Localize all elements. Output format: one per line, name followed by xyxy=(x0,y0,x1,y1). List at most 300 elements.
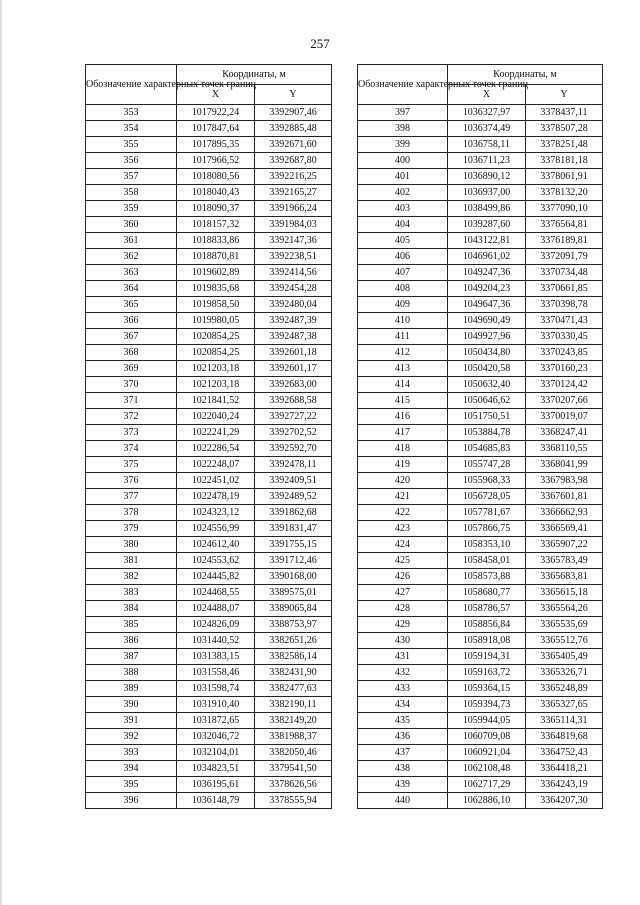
coord-y: 3378181,18 xyxy=(526,153,603,169)
coord-y: 3364243,19 xyxy=(526,777,603,793)
table-row xyxy=(358,345,603,361)
coord-y: 3391831,47 xyxy=(255,521,332,537)
table-row xyxy=(358,329,603,345)
coord-y: 3392727,22 xyxy=(255,409,332,425)
table-body xyxy=(86,105,332,809)
coord-x: 1020854,25 xyxy=(177,329,255,345)
coord-x: 1049927,96 xyxy=(448,329,526,345)
point-id: 431 xyxy=(358,649,448,665)
point-id: 383 xyxy=(86,585,177,601)
coord-y: 3365783,49 xyxy=(526,553,603,569)
table-row xyxy=(86,761,332,777)
point-id: 439 xyxy=(358,777,448,793)
point-id: 418 xyxy=(358,441,448,457)
coord-x: 1057866,75 xyxy=(448,521,526,537)
coord-x: 1017922,24 xyxy=(177,105,255,121)
coord-x: 1017847,64 xyxy=(177,121,255,137)
coord-y: 3370124,42 xyxy=(526,377,603,393)
table-row xyxy=(86,441,332,457)
table-row xyxy=(86,137,332,153)
point-id: 401 xyxy=(358,169,448,185)
coord-y: 3391966,24 xyxy=(255,201,332,217)
table-row xyxy=(358,457,603,473)
table-row xyxy=(86,105,332,121)
point-id: 379 xyxy=(86,521,177,537)
coord-x: 1043122,81 xyxy=(448,233,526,249)
point-id: 424 xyxy=(358,537,448,553)
coord-x: 1031440,52 xyxy=(177,633,255,649)
table-row xyxy=(86,585,332,601)
table-row xyxy=(358,585,603,601)
coord-y: 3382190,11 xyxy=(255,697,332,713)
coord-x: 1054685,83 xyxy=(448,441,526,457)
table-row xyxy=(86,393,332,409)
point-id: 396 xyxy=(86,793,177,809)
point-id: 391 xyxy=(86,713,177,729)
coord-y: 3392592,70 xyxy=(255,441,332,457)
coord-x: 1032046,72 xyxy=(177,729,255,745)
coord-x: 1018870,81 xyxy=(177,249,255,265)
coord-x: 1024612,40 xyxy=(177,537,255,553)
table-row xyxy=(86,633,332,649)
coord-y: 3365535,69 xyxy=(526,617,603,633)
point-id: 440 xyxy=(358,793,448,809)
point-id: 363 xyxy=(86,265,177,281)
table-row xyxy=(358,409,603,425)
table-row xyxy=(358,297,603,313)
coord-x: 1018080,56 xyxy=(177,169,255,185)
point-id: 432 xyxy=(358,665,448,681)
point-id: 371 xyxy=(86,393,177,409)
coord-x: 1060709,08 xyxy=(448,729,526,745)
point-id: 408 xyxy=(358,281,448,297)
coord-y: 3388753,97 xyxy=(255,617,332,633)
table-row xyxy=(86,665,332,681)
point-id: 359 xyxy=(86,201,177,217)
coord-y: 3365114,31 xyxy=(526,713,603,729)
coord-y: 3392487,38 xyxy=(255,329,332,345)
coord-y: 3392671,60 xyxy=(255,137,332,153)
point-id: 419 xyxy=(358,457,448,473)
coord-y: 3365564,26 xyxy=(526,601,603,617)
coord-y: 3365683,81 xyxy=(526,569,603,585)
coord-y: 3370661,85 xyxy=(526,281,603,297)
coord-y: 3365326,71 xyxy=(526,665,603,681)
table-row xyxy=(86,553,332,569)
point-id: 415 xyxy=(358,393,448,409)
coord-y: 3364819,68 xyxy=(526,729,603,745)
point-id: 416 xyxy=(358,409,448,425)
point-id: 425 xyxy=(358,553,448,569)
coord-x: 1060921,04 xyxy=(448,745,526,761)
point-id: 395 xyxy=(86,777,177,793)
coord-x: 1039287,60 xyxy=(448,217,526,233)
page-number: 257 xyxy=(310,36,330,51)
coord-y: 3376564,81 xyxy=(526,217,603,233)
coord-x: 1024826,09 xyxy=(177,617,255,633)
point-id: 389 xyxy=(86,681,177,697)
header-group: Координаты, м xyxy=(177,65,332,85)
coord-y: 3392601,17 xyxy=(255,361,332,377)
coord-y: 3372091,79 xyxy=(526,249,603,265)
coord-y: 3378061,91 xyxy=(526,169,603,185)
point-id: 428 xyxy=(358,601,448,617)
point-id: 386 xyxy=(86,633,177,649)
coord-x: 1018157,32 xyxy=(177,217,255,233)
point-id: 434 xyxy=(358,697,448,713)
coord-y: 3364207,30 xyxy=(526,793,603,809)
coord-x: 1050632,40 xyxy=(448,377,526,393)
coord-y: 3390168,00 xyxy=(255,569,332,585)
coord-x: 1049204,23 xyxy=(448,281,526,297)
header-group: Координаты, м xyxy=(448,65,603,85)
coord-y: 3392480,04 xyxy=(255,297,332,313)
coord-x: 1024488,07 xyxy=(177,601,255,617)
point-id: 412 xyxy=(358,345,448,361)
coord-y: 3368041,99 xyxy=(526,457,603,473)
point-id: 411 xyxy=(358,329,448,345)
table-row xyxy=(86,569,332,585)
point-id: 381 xyxy=(86,553,177,569)
coord-x: 1021203,18 xyxy=(177,377,255,393)
coord-y: 3379541,50 xyxy=(255,761,332,777)
coord-y: 3368247,41 xyxy=(526,425,603,441)
table-row xyxy=(86,249,332,265)
point-id: 410 xyxy=(358,313,448,329)
table-row xyxy=(86,217,332,233)
coord-x: 1058918,08 xyxy=(448,633,526,649)
coord-y: 3378626,56 xyxy=(255,777,332,793)
coord-y: 3381988,37 xyxy=(255,729,332,745)
table-row xyxy=(86,777,332,793)
coord-x: 1019835,68 xyxy=(177,281,255,297)
coord-y: 3370243,85 xyxy=(526,345,603,361)
coord-x: 1018090,37 xyxy=(177,201,255,217)
point-id: 430 xyxy=(358,633,448,649)
table-row xyxy=(358,745,603,761)
coord-y: 3382431,90 xyxy=(255,665,332,681)
point-id: 367 xyxy=(86,329,177,345)
coord-x: 1058353,10 xyxy=(448,537,526,553)
point-id: 385 xyxy=(86,617,177,633)
coord-y: 3392165,27 xyxy=(255,185,332,201)
header-y: Y xyxy=(255,85,332,105)
coord-x: 1050420,58 xyxy=(448,361,526,377)
point-id: 407 xyxy=(358,265,448,281)
point-id: 414 xyxy=(358,377,448,393)
coord-x: 1062886,10 xyxy=(448,793,526,809)
table-row xyxy=(358,553,603,569)
point-id: 354 xyxy=(86,121,177,137)
table-row xyxy=(358,729,603,745)
coord-y: 3392414,56 xyxy=(255,265,332,281)
table-row xyxy=(358,681,603,697)
coord-x: 1036711,23 xyxy=(448,153,526,169)
coord-x: 1019602,89 xyxy=(177,265,255,281)
coord-x: 1018833,86 xyxy=(177,233,255,249)
coord-x: 1050434,80 xyxy=(448,345,526,361)
coord-y: 3392907,46 xyxy=(255,105,332,121)
coord-x: 1024323,12 xyxy=(177,505,255,521)
coord-y: 3364418,21 xyxy=(526,761,603,777)
coord-y: 3392147,36 xyxy=(255,233,332,249)
point-id: 406 xyxy=(358,249,448,265)
header-x: X xyxy=(448,85,526,105)
coord-x: 1050646,62 xyxy=(448,393,526,409)
table-row xyxy=(358,265,603,281)
coord-y: 3392489,52 xyxy=(255,489,332,505)
coord-x: 1049647,36 xyxy=(448,297,526,313)
table-row xyxy=(358,153,603,169)
coord-x: 1056728,05 xyxy=(448,489,526,505)
point-id: 421 xyxy=(358,489,448,505)
coord-x: 1021203,18 xyxy=(177,361,255,377)
coord-y: 3382651,26 xyxy=(255,633,332,649)
coord-x: 1022040,24 xyxy=(177,409,255,425)
table-row xyxy=(358,761,603,777)
coord-y: 3392409,51 xyxy=(255,473,332,489)
coord-x: 1036937,00 xyxy=(448,185,526,201)
table-row xyxy=(358,313,603,329)
table-row xyxy=(86,377,332,393)
coord-x: 1058856,84 xyxy=(448,617,526,633)
coord-y: 3370160,23 xyxy=(526,361,603,377)
coord-y: 3370734,48 xyxy=(526,265,603,281)
table-row xyxy=(358,121,603,137)
point-id: 392 xyxy=(86,729,177,745)
coord-x: 1036148,79 xyxy=(177,793,255,809)
table-row xyxy=(86,201,332,217)
point-id: 400 xyxy=(358,153,448,169)
coord-x: 1024468,55 xyxy=(177,585,255,601)
table-row xyxy=(358,281,603,297)
coord-x: 1059394,73 xyxy=(448,697,526,713)
point-id: 403 xyxy=(358,201,448,217)
coord-y: 3392216,25 xyxy=(255,169,332,185)
point-id: 366 xyxy=(86,313,177,329)
coord-y: 3391862,68 xyxy=(255,505,332,521)
coord-y: 3365907,22 xyxy=(526,537,603,553)
table-row xyxy=(358,105,603,121)
table-row xyxy=(86,345,332,361)
table-row xyxy=(86,281,332,297)
coord-y: 3392601,18 xyxy=(255,345,332,361)
header-label: Обозначение характерных точек границ xyxy=(86,65,177,105)
coord-x: 1059364,15 xyxy=(448,681,526,697)
coordinates-table-left xyxy=(85,64,332,809)
table-row xyxy=(86,457,332,473)
coord-y: 3370471,43 xyxy=(526,313,603,329)
scan-edge xyxy=(0,0,3,905)
coord-x: 1019980,05 xyxy=(177,313,255,329)
point-id: 372 xyxy=(86,409,177,425)
coord-y: 3378437,11 xyxy=(526,105,603,121)
table-row xyxy=(86,745,332,761)
coord-x: 1062108,48 xyxy=(448,761,526,777)
table-row xyxy=(358,649,603,665)
coord-y: 3392688,58 xyxy=(255,393,332,409)
point-id: 360 xyxy=(86,217,177,233)
point-id: 420 xyxy=(358,473,448,489)
coord-y: 3367601,81 xyxy=(526,489,603,505)
table-row xyxy=(86,153,332,169)
point-id: 437 xyxy=(358,745,448,761)
table-row xyxy=(86,489,332,505)
table-row xyxy=(358,137,603,153)
table-row xyxy=(86,537,332,553)
coord-x: 1024445,82 xyxy=(177,569,255,585)
coord-y: 3378251,48 xyxy=(526,137,603,153)
coord-x: 1036195,61 xyxy=(177,777,255,793)
table-row xyxy=(86,329,332,345)
coord-x: 1053884,78 xyxy=(448,425,526,441)
point-id: 427 xyxy=(358,585,448,601)
table-row xyxy=(86,697,332,713)
table-row xyxy=(358,777,603,793)
coord-x: 1058680,77 xyxy=(448,585,526,601)
coord-x: 1018040,43 xyxy=(177,185,255,201)
point-id: 390 xyxy=(86,697,177,713)
point-id: 387 xyxy=(86,649,177,665)
coord-y: 3382050,46 xyxy=(255,745,332,761)
point-id: 423 xyxy=(358,521,448,537)
point-id: 405 xyxy=(358,233,448,249)
point-id: 426 xyxy=(358,569,448,585)
header-y: Y xyxy=(526,85,603,105)
coord-x: 1024553,62 xyxy=(177,553,255,569)
coord-x: 1022248,07 xyxy=(177,457,255,473)
point-id: 356 xyxy=(86,153,177,169)
coord-x: 1031383,15 xyxy=(177,649,255,665)
table-row xyxy=(86,409,332,425)
table-row xyxy=(86,793,332,809)
table-row xyxy=(86,505,332,521)
table-row xyxy=(358,377,603,393)
point-id: 364 xyxy=(86,281,177,297)
table-row xyxy=(358,425,603,441)
point-id: 369 xyxy=(86,361,177,377)
coord-x: 1017966,52 xyxy=(177,153,255,169)
coord-x: 1024556,99 xyxy=(177,521,255,537)
coord-x: 1058458,01 xyxy=(448,553,526,569)
coord-x: 1032104,01 xyxy=(177,745,255,761)
table-row xyxy=(86,265,332,281)
point-id: 399 xyxy=(358,137,448,153)
coord-x: 1059194,31 xyxy=(448,649,526,665)
coord-y: 3392454,28 xyxy=(255,281,332,297)
coord-y: 3365405,49 xyxy=(526,649,603,665)
coord-y: 3366662,93 xyxy=(526,505,603,521)
point-id: 422 xyxy=(358,505,448,521)
point-id: 384 xyxy=(86,601,177,617)
coord-y: 3377090,10 xyxy=(526,201,603,217)
coord-y: 3370330,45 xyxy=(526,329,603,345)
table-row xyxy=(86,649,332,665)
coord-x: 1049247,36 xyxy=(448,265,526,281)
coord-y: 3365248,89 xyxy=(526,681,603,697)
coord-y: 3370207,66 xyxy=(526,393,603,409)
point-id: 355 xyxy=(86,137,177,153)
table-row xyxy=(86,121,332,137)
coord-y: 3366569,41 xyxy=(526,521,603,537)
point-id: 380 xyxy=(86,537,177,553)
table-row xyxy=(86,681,332,697)
table-row xyxy=(358,793,603,809)
coord-x: 1034823,51 xyxy=(177,761,255,777)
coord-x: 1031872,65 xyxy=(177,713,255,729)
coord-y: 3364752,43 xyxy=(526,745,603,761)
coord-x: 1022286,54 xyxy=(177,441,255,457)
table-row xyxy=(358,665,603,681)
table-row xyxy=(86,521,332,537)
coord-x: 1036374,49 xyxy=(448,121,526,137)
table-body xyxy=(358,105,603,809)
table-row xyxy=(86,425,332,441)
point-id: 417 xyxy=(358,425,448,441)
table-row xyxy=(358,249,603,265)
coord-x: 1036327,97 xyxy=(448,105,526,121)
point-id: 368 xyxy=(86,345,177,361)
coord-y: 3370019,07 xyxy=(526,409,603,425)
point-id: 404 xyxy=(358,217,448,233)
table-row xyxy=(358,473,603,489)
coord-x: 1031598,74 xyxy=(177,681,255,697)
coord-x: 1031910,40 xyxy=(177,697,255,713)
point-id: 382 xyxy=(86,569,177,585)
coord-y: 3389575,01 xyxy=(255,585,332,601)
point-id: 436 xyxy=(358,729,448,745)
coord-x: 1059944,05 xyxy=(448,713,526,729)
coord-x: 1036758,11 xyxy=(448,137,526,153)
table-row xyxy=(358,361,603,377)
coord-x: 1022241,29 xyxy=(177,425,255,441)
coord-x: 1059163,72 xyxy=(448,665,526,681)
table-row xyxy=(358,569,603,585)
point-id: 429 xyxy=(358,617,448,633)
coord-y: 3392238,51 xyxy=(255,249,332,265)
coord-x: 1022478,19 xyxy=(177,489,255,505)
point-id: 370 xyxy=(86,377,177,393)
point-id: 394 xyxy=(86,761,177,777)
header-x: X xyxy=(177,85,255,105)
point-id: 353 xyxy=(86,105,177,121)
point-id: 362 xyxy=(86,249,177,265)
table-row xyxy=(358,489,603,505)
coord-y: 3376189,81 xyxy=(526,233,603,249)
point-id: 361 xyxy=(86,233,177,249)
table-row xyxy=(358,201,603,217)
coord-y: 3367983,98 xyxy=(526,473,603,489)
coord-y: 3368110,55 xyxy=(526,441,603,457)
table-row xyxy=(86,601,332,617)
table-row xyxy=(86,297,332,313)
table-row xyxy=(358,169,603,185)
header-label: Обозначение характерных точек границ xyxy=(358,65,448,105)
table-row xyxy=(358,617,603,633)
coord-y: 3391712,46 xyxy=(255,553,332,569)
coord-y: 3370398,78 xyxy=(526,297,603,313)
table-row xyxy=(86,185,332,201)
point-id: 438 xyxy=(358,761,448,777)
table-row xyxy=(358,521,603,537)
point-id: 402 xyxy=(358,185,448,201)
coord-x: 1057781,67 xyxy=(448,505,526,521)
coord-y: 3365615,18 xyxy=(526,585,603,601)
table-row xyxy=(86,361,332,377)
coord-x: 1062717,29 xyxy=(448,777,526,793)
coord-y: 3391984,03 xyxy=(255,217,332,233)
point-id: 397 xyxy=(358,105,448,121)
